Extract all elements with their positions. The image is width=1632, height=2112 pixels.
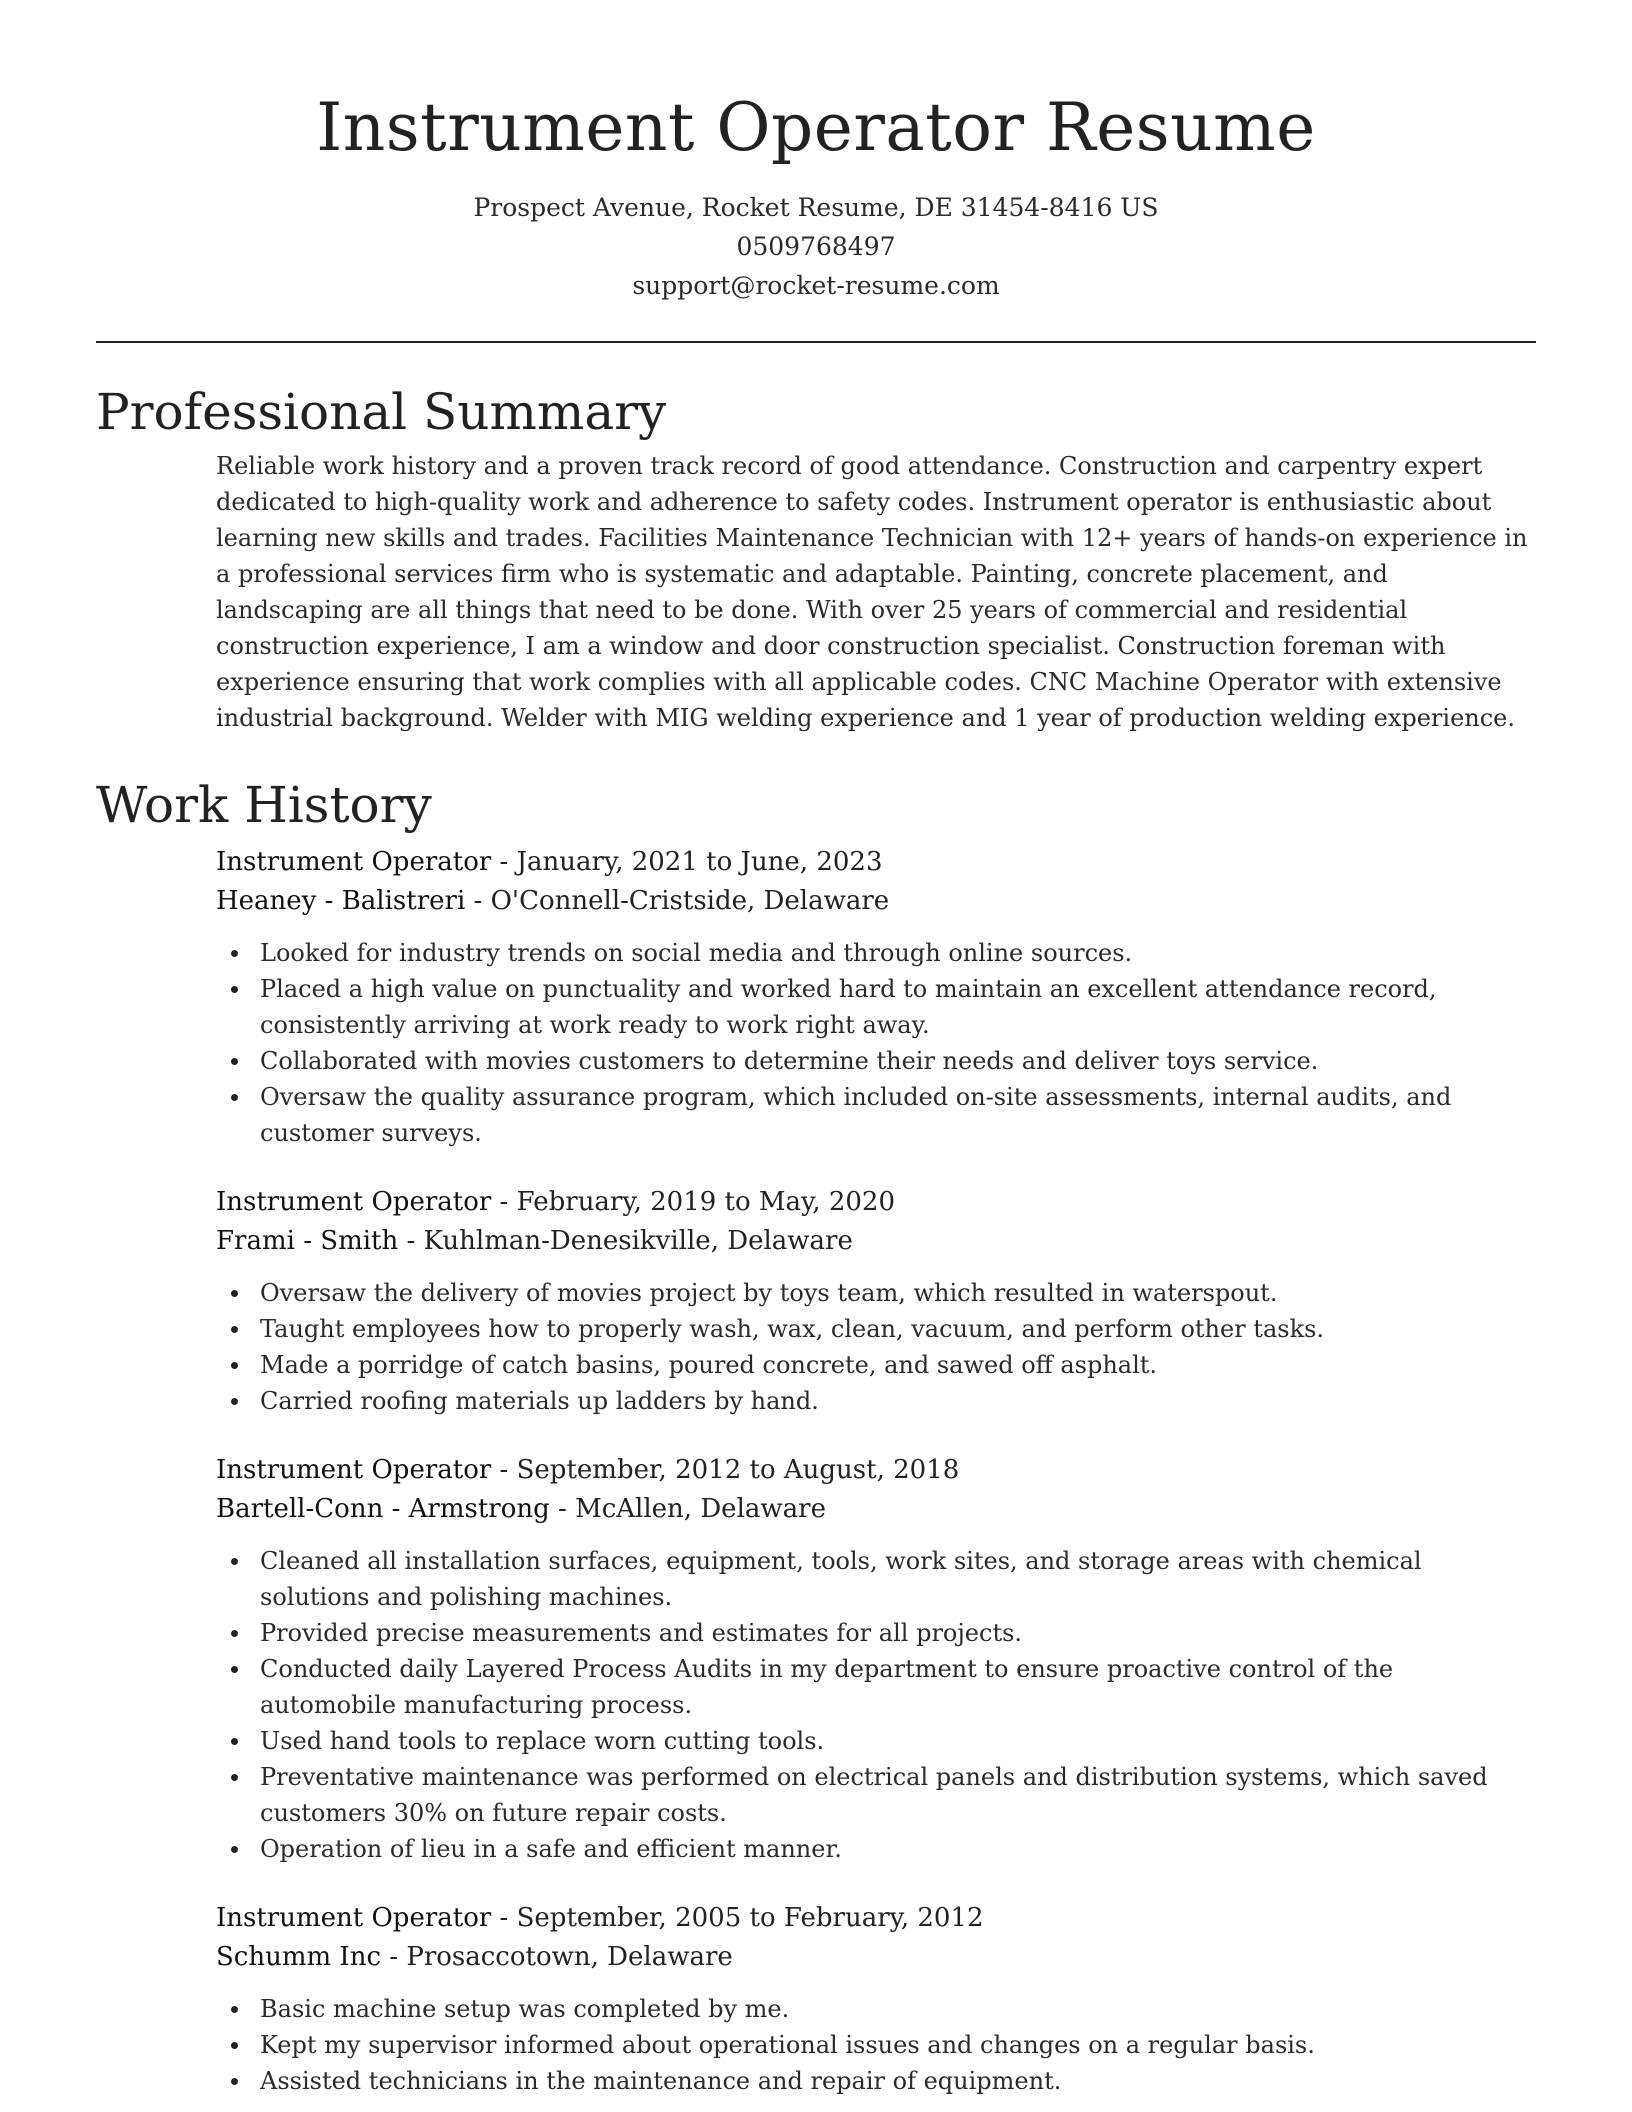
job-entry (216, 1899, 1536, 2099)
bullet-text: Carried roofing materials up ladders by hand. (260, 1387, 819, 1415)
job-company: Schumm Inc (216, 1942, 382, 1972)
job-title: Instrument Operator (216, 1187, 492, 1217)
bullet-dot (231, 2078, 238, 2085)
bullet-item (216, 1043, 1536, 1079)
bullet-text: Used hand tools to replace worn cutting tools. (260, 1727, 825, 1755)
bullet-text: Collaborated with movies customers to determine their needs and deliver toys service. (260, 1047, 1319, 1075)
contact-phone: 0509768497 (736, 232, 896, 261)
job-dates: - September, 2012 to August, 2018 (491, 1455, 960, 1485)
bullet-text: Kept my supervisor informed about operational issues and changes on a regular basis. (260, 2031, 1315, 2059)
bullet-text: Cleaned all installation surfaces, equipment, tools, work sites, and storage areas with chemical solutions and polishing machines. (260, 1547, 1422, 1611)
job-location: - Kuhlman-Denesikville, Delaware (398, 1226, 853, 1256)
job-dates: - February, 2019 to May, 2020 (491, 1187, 895, 1217)
job-entry (216, 843, 1536, 1151)
job-title-line (216, 1899, 1536, 1938)
bullet-dot (231, 1398, 238, 1405)
bullet-text: Oversaw the delivery of movies project by toys team, which resulted in waterspout. (260, 1279, 1278, 1307)
bullet-text: Taught employees how to properly wash, wax, clean, vacuum, and perform other tasks. (260, 1315, 1325, 1343)
work-history-section (96, 775, 1536, 2099)
summary-heading: Professional Summary (96, 383, 667, 441)
job-bullets (216, 935, 1536, 1151)
bullet-item (216, 1651, 1536, 1723)
job-entry (216, 1183, 1536, 1419)
bullet-dot (231, 1666, 238, 1673)
bullet-dot (231, 1558, 238, 1565)
contact-email: support@rocket-resume.com (632, 271, 1000, 300)
job-location: - Prosaccotown, Delaware (381, 1942, 733, 1972)
bullet-text: Basic machine setup was completed by me. (260, 1995, 790, 2023)
resume-title: Instrument Operator Resume (316, 89, 1316, 166)
bullet-item (216, 1347, 1536, 1383)
job-title-line (216, 843, 1536, 882)
bullet-text: Placed a high value on punctuality and worked hard to maintain an excellent attendance record, consistently arriving at work ready to work right away. (260, 975, 1437, 1039)
resume-header (0, 0, 1632, 305)
header-divider (96, 341, 1536, 343)
work-history-heading: Work History (96, 776, 432, 834)
bullet-dot (231, 1846, 238, 1853)
bullet-item (216, 1831, 1536, 1867)
bullet-item (216, 1275, 1536, 1311)
bullet-dot (231, 1738, 238, 1745)
job-title: Instrument Operator (216, 1455, 492, 1485)
bullet-item (216, 1311, 1536, 1347)
contact-block (0, 188, 1632, 305)
bullet-dot (231, 1326, 238, 1333)
bullet-item (216, 971, 1536, 1043)
bullet-item (216, 2027, 1536, 2063)
job-company: Frami - Smith (216, 1226, 399, 1256)
job-company-line (216, 1222, 1536, 1261)
bullet-text: Operation of lieu in a safe and efficient manner. (260, 1835, 842, 1863)
bullet-text: Provided precise measurements and estimates for all projects. (260, 1619, 1023, 1647)
bullet-item (216, 2063, 1536, 2099)
bullet-item (216, 935, 1536, 971)
bullet-text: Oversaw the quality assurance program, which included on-site assessments, internal audits, and customer surveys. (260, 1083, 1452, 1147)
job-title-line (216, 1183, 1536, 1222)
bullet-item (216, 1615, 1536, 1651)
job-entry (216, 1451, 1536, 1867)
bullet-dot (231, 950, 238, 957)
job-title-line (216, 1451, 1536, 1490)
bullet-dot (231, 1774, 238, 1781)
job-location: - O'Connell-Cristside, Delaware (465, 886, 890, 916)
jobs-list (216, 843, 1536, 2099)
bullet-dot (231, 1094, 238, 1101)
job-company-line (216, 882, 1536, 921)
bullet-item (216, 1723, 1536, 1759)
bullet-text: Made a porridge of catch basins, poured concrete, and sawed off asphalt. (260, 1351, 1158, 1379)
bullet-dot (231, 1290, 238, 1297)
bullet-text: Preventative maintenance was performed on electrical panels and distribution systems, which saved customers 30% on future repair costs. (260, 1763, 1488, 1827)
bullet-item (216, 1383, 1536, 1419)
job-dates: - January, 2021 to June, 2023 (491, 847, 883, 877)
job-company: Bartell-Conn - Armstrong (216, 1494, 550, 1524)
contact-address: Prospect Avenue, Rocket Resume, DE 31454-8416 US (473, 193, 1159, 222)
job-company-line (216, 1490, 1536, 1529)
bullet-dot (231, 1362, 238, 1369)
job-title: Instrument Operator (216, 847, 492, 877)
job-dates: - September, 2005 to February, 2012 (491, 1903, 984, 1933)
job-bullets (216, 1991, 1536, 2099)
job-bullets (216, 1275, 1536, 1419)
summary-section (96, 382, 1536, 736)
bullet-text: Assisted technicians in the maintenance and repair of equipment. (260, 2067, 1062, 2095)
job-bullets (216, 1543, 1536, 1867)
summary-text: Reliable work history and a proven track record of good attendance. Construction and carpentry expert dedicated to high-quality work and adherence to safety codes. Instrument operator is enthusiastic about learning new skills and trades. Facilities Maintenance Technician with 12+ years of hands-on experience in a professional services firm who is systematic and adaptable. Painting, concrete placement, and landscaping are all things that need to be done. With over 25 years of commercial and residential construction experience, I am a window and door construction specialist. Construction foreman with experience ensuring that work complies with all applicable codes. CNC Machine Operator with extensive industrial background. Welder with MIG welding experience and 1 year of production welding experience. (216, 452, 1528, 732)
bullet-text: Looked for industry trends on social media and through online sources. (260, 939, 1133, 967)
bullet-dot (231, 1630, 238, 1637)
bullet-dot (231, 986, 238, 993)
bullet-dot (231, 2006, 238, 2013)
job-company: Heaney - Balistreri (216, 886, 466, 916)
bullet-item (216, 1759, 1536, 1831)
job-title: Instrument Operator (216, 1903, 492, 1933)
bullet-dot (231, 2042, 238, 2049)
job-company-line (216, 1938, 1536, 1977)
bullet-item (216, 1543, 1536, 1615)
job-location: - McAllen, Delaware (549, 1494, 826, 1524)
bullet-item (216, 1991, 1536, 2027)
bullet-item (216, 1079, 1536, 1151)
bullet-text: Conducted daily Layered Process Audits in my department to ensure proactive control of the automobile manufacturing process. (260, 1655, 1394, 1719)
bullet-dot (231, 1058, 238, 1065)
